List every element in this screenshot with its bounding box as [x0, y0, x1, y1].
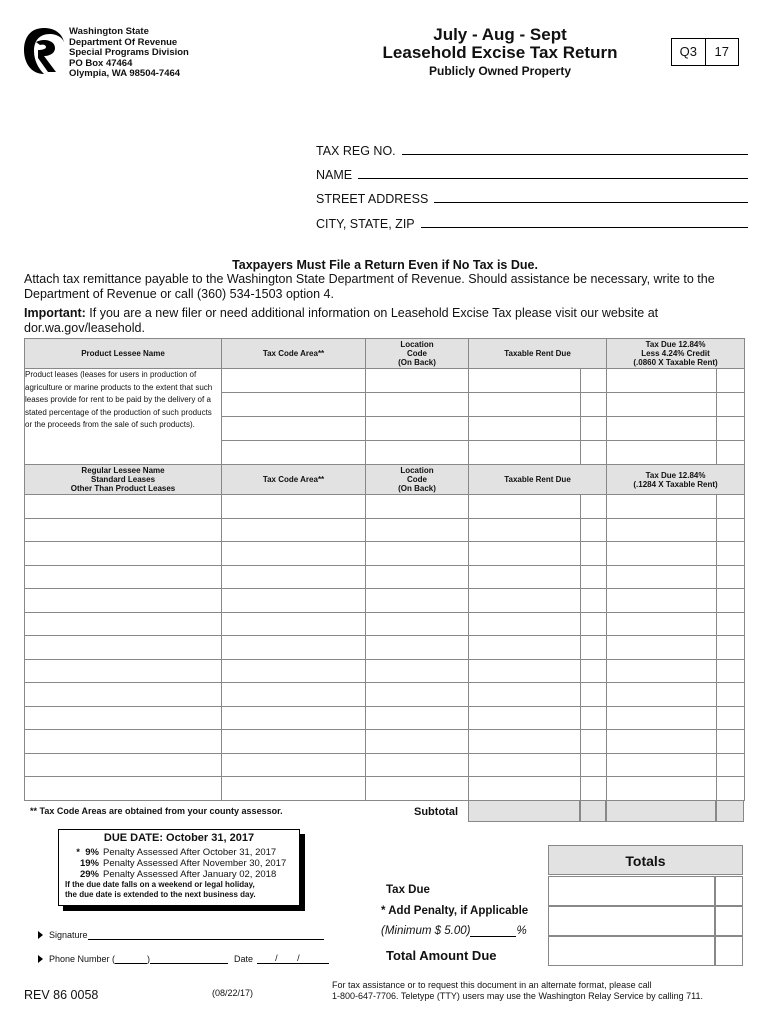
table-cell[interactable] — [366, 612, 469, 636]
table-row — [25, 518, 745, 542]
table-cell[interactable] — [469, 441, 581, 465]
table-cell[interactable] — [366, 542, 469, 566]
table-cell[interactable] — [717, 777, 745, 801]
table-cell[interactable] — [469, 369, 581, 393]
table-cell[interactable] — [607, 706, 717, 730]
form-number: REV 86 0058 — [24, 988, 99, 1002]
table-cell[interactable] — [366, 683, 469, 707]
table-cell[interactable] — [607, 612, 717, 636]
quarter-label: Q3 — [672, 39, 706, 65]
table-cell[interactable] — [25, 730, 222, 754]
lessee-table — [24, 338, 745, 801]
period-title: July - Aug - Sept — [433, 25, 567, 44]
table-cell[interactable] — [222, 683, 366, 707]
table-cell[interactable] — [581, 777, 607, 801]
table-cell[interactable] — [717, 495, 745, 519]
table-cell[interactable] — [366, 369, 469, 393]
table-cell[interactable] — [717, 369, 745, 393]
table-cell[interactable] — [222, 589, 366, 613]
subtotal-tax-cents-box[interactable] — [716, 800, 744, 822]
col-header: Taxable Rent Due — [469, 339, 607, 369]
table-cell[interactable] — [717, 659, 745, 683]
table-row — [25, 565, 745, 589]
col-header: Tax Due 12.84% Less 4.24% Credit (.0860 X Taxable Rent) — [607, 339, 745, 369]
table-cell[interactable] — [366, 777, 469, 801]
table-cell[interactable] — [717, 417, 745, 441]
must-file-notice: Taxpayers Must File a Return Even if No Tax is Due. — [232, 258, 538, 272]
agency-line: Department Of Revenue — [69, 36, 178, 48]
product-header-row — [25, 339, 745, 369]
table-cell[interactable] — [717, 753, 745, 777]
subtotal-rent-box[interactable] — [468, 800, 580, 822]
tax-reg-label: TAX REG NO. — [316, 144, 396, 158]
col-header: Tax Due 12.84% (.1284 X Taxable Rent) — [607, 465, 745, 495]
assistance-note: For tax assistance or to request this document in an alternate format, please call 1-800-647-7706. Teletype (TTY) users may use the Washington Relay Service by calling 711. — [332, 980, 704, 1001]
table-cell[interactable] — [581, 683, 607, 707]
table-cell[interactable] — [581, 495, 607, 519]
table-cell[interactable] — [366, 753, 469, 777]
table-cell[interactable] — [366, 417, 469, 441]
table-cell[interactable] — [222, 369, 366, 393]
table-cell[interactable] — [607, 753, 717, 777]
table-cell[interactable] — [25, 495, 222, 519]
table-cell[interactable] — [25, 542, 222, 566]
table-cell[interactable] — [581, 612, 607, 636]
table-cell[interactable] — [25, 565, 222, 589]
table-cell[interactable] — [607, 565, 717, 589]
table-cell[interactable] — [469, 706, 581, 730]
add-penalty-label: * Add Penalty, if Applicable — [381, 905, 529, 917]
table-cell[interactable] — [25, 706, 222, 730]
form-subtitle: Publicly Owned Property — [428, 64, 572, 78]
table-cell[interactable] — [469, 495, 581, 519]
table-cell[interactable] — [25, 683, 222, 707]
table-cell[interactable] — [469, 589, 581, 613]
important-note — [24, 306, 744, 336]
table-cell[interactable] — [222, 495, 366, 519]
col-header: Tax Code Area** — [222, 339, 366, 369]
col-header: Tax Code Area** — [222, 465, 366, 495]
arrow-icon — [38, 931, 43, 939]
table-cell[interactable] — [222, 518, 366, 542]
table-cell[interactable] — [25, 518, 222, 542]
minimum-penalty-label: (Minimum $ 5.00) % — [381, 925, 527, 937]
table-cell[interactable] — [222, 441, 366, 465]
table-row — [25, 683, 745, 707]
tax-code-area-note: ** Tax Code Areas are obtained from your county assessor. — [30, 806, 283, 816]
table-cell[interactable] — [607, 659, 717, 683]
standard-header-row — [25, 465, 745, 495]
table-cell[interactable] — [717, 589, 745, 613]
table-row — [25, 495, 745, 519]
phone-field[interactable]: Phone Number ( ) Date / / — [38, 954, 329, 964]
street-address-field[interactable] — [316, 190, 748, 206]
table-cell[interactable] — [366, 636, 469, 660]
table-row — [25, 753, 745, 777]
dor-logo-icon — [22, 26, 66, 76]
form-title: Leasehold Excise Tax Return — [382, 43, 618, 62]
tax-due-label: Tax Due — [386, 884, 430, 896]
weekend-note: If the due date falls on a weekend or legal holiday, the due date is extended to the next business day. — [65, 880, 256, 899]
table-cell[interactable] — [469, 730, 581, 754]
table-cell[interactable] — [469, 565, 581, 589]
table-cell[interactable] — [366, 565, 469, 589]
table-cell[interactable] — [581, 369, 607, 393]
penalty-line: * 9% Penalty Assessed After October 31, 2017 — [76, 847, 277, 858]
table-cell[interactable] — [469, 417, 581, 441]
table-cell[interactable] — [25, 777, 222, 801]
table-cell[interactable] — [25, 659, 222, 683]
agency-line: Special Programs Division — [69, 47, 189, 58]
table-row — [25, 659, 745, 683]
table-cell[interactable] — [222, 730, 366, 754]
table-cell[interactable] — [581, 542, 607, 566]
table-cell[interactable] — [607, 730, 717, 754]
table-cell[interactable] — [25, 753, 222, 777]
table-cell[interactable] — [222, 612, 366, 636]
table-cell[interactable] — [366, 659, 469, 683]
table-cell[interactable] — [469, 612, 581, 636]
table-cell[interactable] — [581, 393, 607, 417]
tax-due-box[interactable] — [548, 876, 743, 906]
table-cell[interactable] — [717, 706, 745, 730]
city-label: CITY, STATE, ZIP — [316, 217, 415, 231]
table-cell[interactable] — [607, 417, 717, 441]
table-cell[interactable] — [469, 518, 581, 542]
table-cell[interactable] — [717, 636, 745, 660]
table-cell[interactable] — [469, 753, 581, 777]
table-cell[interactable] — [469, 683, 581, 707]
table-cell[interactable] — [469, 636, 581, 660]
table-cell[interactable] — [717, 683, 745, 707]
table-row — [25, 542, 745, 566]
table-cell[interactable] — [366, 518, 469, 542]
total-amount-label: Total Amount Due — [386, 948, 497, 963]
table-cell[interactable] — [581, 565, 607, 589]
penalty-line: 29% Penalty Assessed After January 02, 2018 — [79, 869, 277, 880]
table-cell[interactable] — [222, 777, 366, 801]
signature-label: Signature — [49, 930, 88, 940]
quarter-year-box — [671, 38, 739, 66]
penalty-box[interactable] — [548, 906, 743, 936]
table-cell[interactable] — [469, 777, 581, 801]
table-cell[interactable] — [366, 495, 469, 519]
table-cell[interactable] — [581, 441, 607, 465]
table-cell[interactable] — [222, 393, 366, 417]
total-amount-box[interactable] — [548, 936, 743, 966]
table-cell[interactable] — [607, 441, 717, 465]
tax-reg-field[interactable] — [316, 142, 748, 158]
table-cell[interactable] — [469, 393, 581, 417]
table-cell[interactable] — [607, 518, 717, 542]
table-cell[interactable] — [717, 518, 745, 542]
table-cell[interactable] — [607, 636, 717, 660]
table-cell[interactable] — [581, 730, 607, 754]
table-cell[interactable] — [607, 369, 717, 393]
table-cell[interactable] — [717, 393, 745, 417]
table-row — [25, 589, 745, 613]
table-cell[interactable] — [366, 589, 469, 613]
street-label: STREET ADDRESS — [316, 192, 429, 206]
name-field[interactable] — [316, 166, 748, 182]
table-cell[interactable] — [581, 753, 607, 777]
table-cell[interactable] — [607, 495, 717, 519]
table-cell[interactable] — [222, 659, 366, 683]
table-row — [25, 636, 745, 660]
important-label: Important: — [24, 306, 86, 320]
table-cell[interactable] — [717, 542, 745, 566]
table-cell[interactable] — [222, 417, 366, 441]
revision-date: (08/22/17) — [212, 988, 254, 998]
table-cell[interactable] — [25, 636, 222, 660]
table-cell[interactable] — [717, 730, 745, 754]
table-cell[interactable] — [581, 589, 607, 613]
subtotal-boxes — [468, 800, 744, 822]
table-cell[interactable] — [366, 441, 469, 465]
year-label: 17 — [714, 44, 729, 59]
table-cell[interactable] — [469, 659, 581, 683]
agency-address — [69, 27, 189, 80]
table-row — [25, 369, 745, 393]
table-cell[interactable] — [222, 542, 366, 566]
table-cell[interactable] — [717, 612, 745, 636]
table-cell[interactable] — [222, 706, 366, 730]
important-text: If you are a new filer or need additional information on Leasehold Excise Tax please visit our website at dor.wa.gov/leasehold. — [24, 306, 659, 335]
table-row — [25, 730, 745, 754]
table-cell[interactable] — [366, 730, 469, 754]
table-cell[interactable] — [717, 565, 745, 589]
agency-line: PO Box 47464 — [69, 57, 133, 69]
table-cell[interactable] — [469, 542, 581, 566]
signature-field[interactable] — [38, 930, 324, 940]
table-cell[interactable] — [581, 518, 607, 542]
penalty-line: 19% Penalty Assessed After November 30, 2017 — [79, 858, 287, 869]
table-cell[interactable] — [581, 636, 607, 660]
city-state-zip-field[interactable] — [316, 215, 748, 231]
table-cell[interactable] — [25, 589, 222, 613]
subtotal-label: Subtotal — [414, 806, 458, 818]
table-cell[interactable] — [222, 636, 366, 660]
name-label: NAME — [316, 168, 353, 182]
table-row — [25, 612, 745, 636]
due-date-title: DUE DATE: October 31, 2017 — [103, 832, 255, 844]
table-cell[interactable] — [607, 777, 717, 801]
table-cell[interactable] — [222, 753, 366, 777]
col-header: Regular Lessee Name Standard Leases Other Than Product Leases — [25, 465, 222, 495]
table-cell[interactable] — [607, 542, 717, 566]
table-cell[interactable] — [581, 659, 607, 683]
table-cell[interactable] — [717, 441, 745, 465]
table-cell[interactable] — [581, 417, 607, 441]
agency-line: Washington State — [69, 26, 149, 37]
table-cell[interactable] — [607, 393, 717, 417]
table-cell[interactable] — [581, 706, 607, 730]
table-cell[interactable] — [366, 393, 469, 417]
col-header: Taxable Rent Due — [469, 465, 607, 495]
totals-header: Totals — [548, 845, 743, 875]
date-label: Date — [234, 954, 254, 964]
col-header: Location Code (On Back) — [366, 339, 469, 369]
table-cell[interactable] — [222, 565, 366, 589]
table-row — [25, 777, 745, 801]
subtotal-tax-box[interactable] — [606, 800, 716, 822]
product-lease-description: Product leases (leases for users in production of agriculture or marine products to the extent that such leases provide for rent to be paid by the delivery of a stated percentage of the production of such products or the proceeds from the sale of such products). — [25, 369, 222, 465]
col-header: Location Code (On Back) — [366, 465, 469, 495]
attach-instructions: Attach tax remittance payable to the Washington State Department of Revenue. Should assistance be necessary, write to the Department of Revenue or call (360) 534-1503 option 4. — [24, 272, 715, 301]
due-date-box — [58, 829, 300, 906]
arrow-icon — [38, 955, 43, 963]
col-header: Product Lessee Name — [25, 339, 222, 369]
table-cell[interactable] — [366, 706, 469, 730]
table-row — [25, 706, 745, 730]
subtotal-rent-cents-box[interactable] — [580, 800, 606, 822]
table-cell[interactable] — [25, 612, 222, 636]
table-cell[interactable] — [607, 683, 717, 707]
table-cell[interactable] — [607, 589, 717, 613]
phone-label: Phone Number ( — [49, 954, 116, 964]
agency-line: Olympia, WA 98504-7464 — [69, 68, 181, 79]
